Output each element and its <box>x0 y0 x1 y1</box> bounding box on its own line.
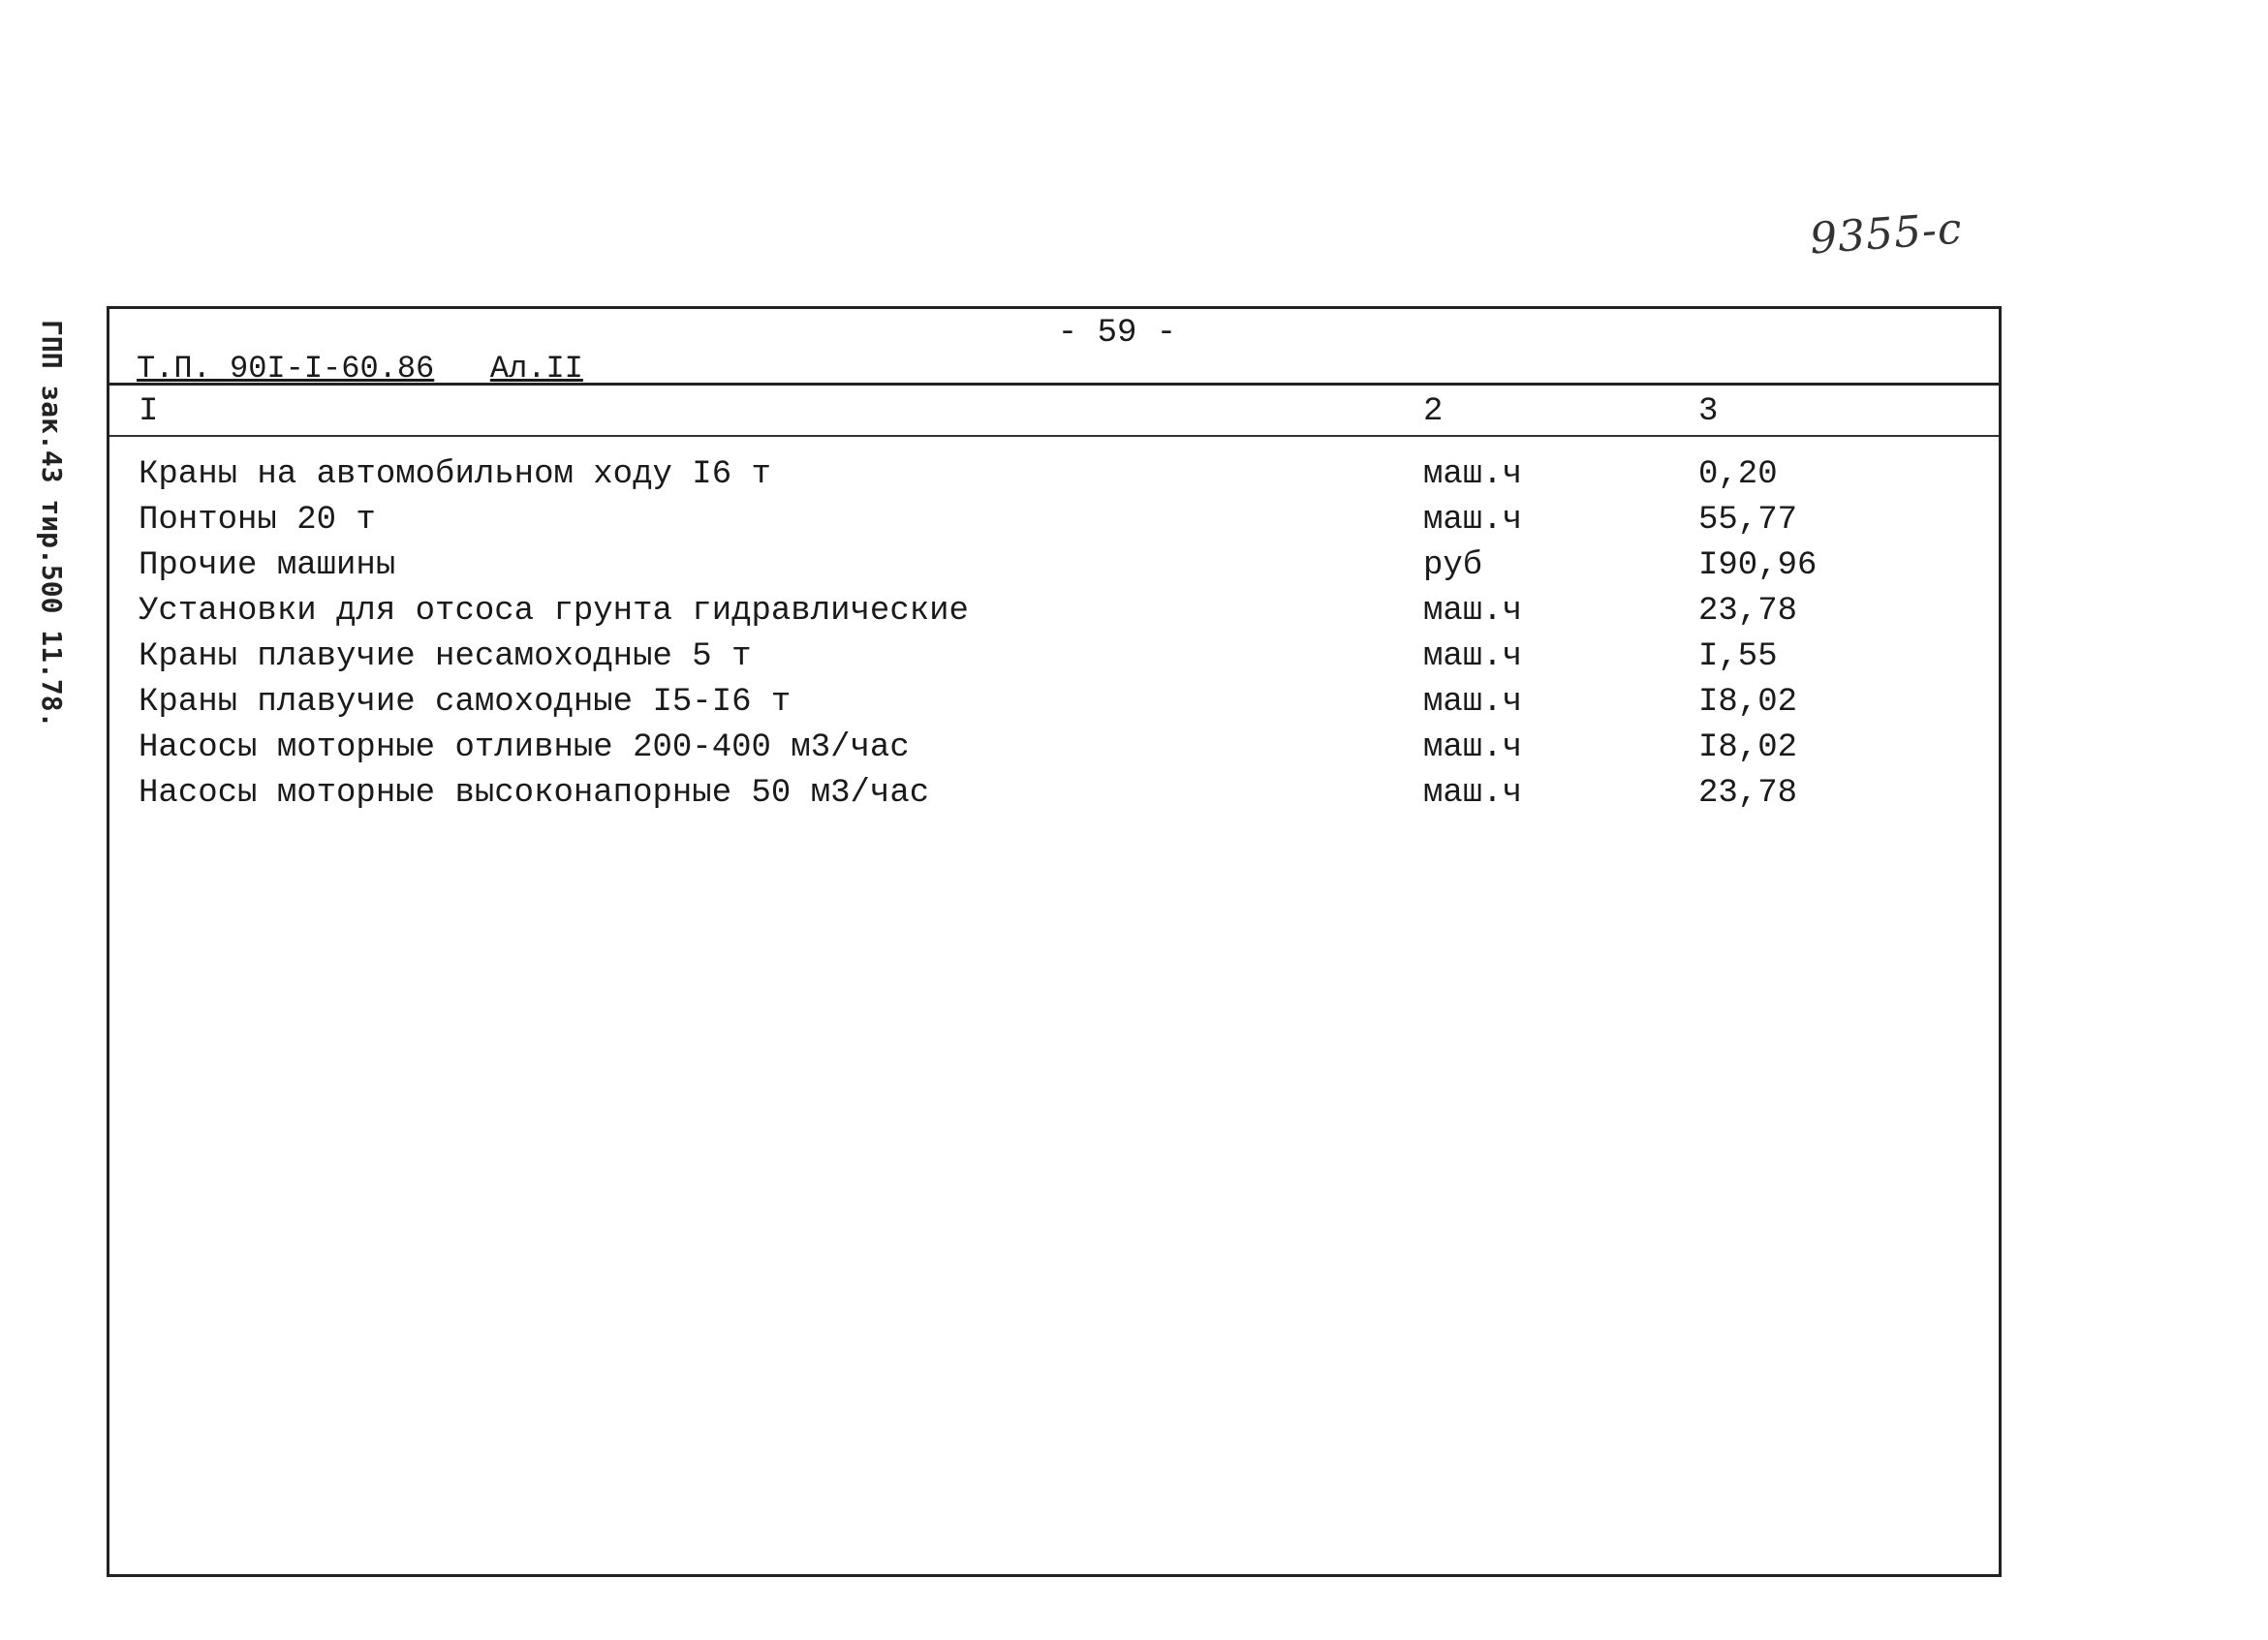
table-row <box>109 726 1999 770</box>
row-name: Понтоны 20 т <box>139 502 376 539</box>
table-row <box>109 452 1999 497</box>
row-value: 55,77 <box>1698 502 1798 539</box>
column-header-divider <box>109 435 1999 437</box>
row-unit: маш.ч <box>1423 638 1523 675</box>
row-unit: маш.ч <box>1423 775 1523 812</box>
table-row <box>109 498 1999 542</box>
row-name: Краны плавучие несамоходные 5 т <box>139 638 752 675</box>
doc-code-number: 90I-I-60.86 <box>230 351 435 387</box>
row-name: Прочие машины <box>139 547 396 584</box>
table-row <box>109 771 1999 816</box>
doc-code-prefix: Т.П. <box>137 351 231 387</box>
header-divider <box>109 383 1999 386</box>
row-value: 23,78 <box>1698 775 1798 812</box>
row-name: Установки для отсоса грунта гидравлические <box>139 593 969 630</box>
document-frame <box>107 306 2002 1577</box>
row-unit: маш.ч <box>1423 593 1523 630</box>
row-value: 23,78 <box>1698 593 1798 630</box>
row-value: 0,20 <box>1698 456 1778 493</box>
row-name: Краны плавучие самоходные I5-I6 т <box>139 684 792 721</box>
row-unit: маш.ч <box>1423 684 1523 721</box>
row-name: Краны на автомобильном ходу I6 т <box>139 456 771 493</box>
table-row <box>109 543 1999 588</box>
page-number: - 59 - <box>1057 315 1177 352</box>
side-print-stamp: ГПП зак.43 тир.500 11.78. <box>36 320 68 728</box>
row-value: I8,02 <box>1698 684 1798 721</box>
row-name: Насосы моторные высоконапорные 50 м3/час <box>139 775 930 812</box>
row-name: Насосы моторные отливные 200-400 м3/час <box>139 729 910 766</box>
row-value: I,55 <box>1698 638 1778 675</box>
row-unit: маш.ч <box>1423 456 1523 493</box>
column-header-1: I <box>139 393 159 430</box>
row-value: I90,96 <box>1698 547 1818 584</box>
column-header-3: 3 <box>1698 393 1719 430</box>
row-value: I8,02 <box>1698 729 1798 766</box>
doc-code-album: Ал.II <box>489 351 583 387</box>
row-unit: руб <box>1423 547 1483 584</box>
table-row <box>109 589 1999 634</box>
row-unit: маш.ч <box>1423 729 1523 766</box>
table-row <box>109 634 1999 679</box>
row-unit: маш.ч <box>1423 502 1523 539</box>
column-header-2: 2 <box>1423 393 1444 430</box>
handwritten-note: 9355-с <box>1808 203 1965 264</box>
table-row <box>109 680 1999 725</box>
